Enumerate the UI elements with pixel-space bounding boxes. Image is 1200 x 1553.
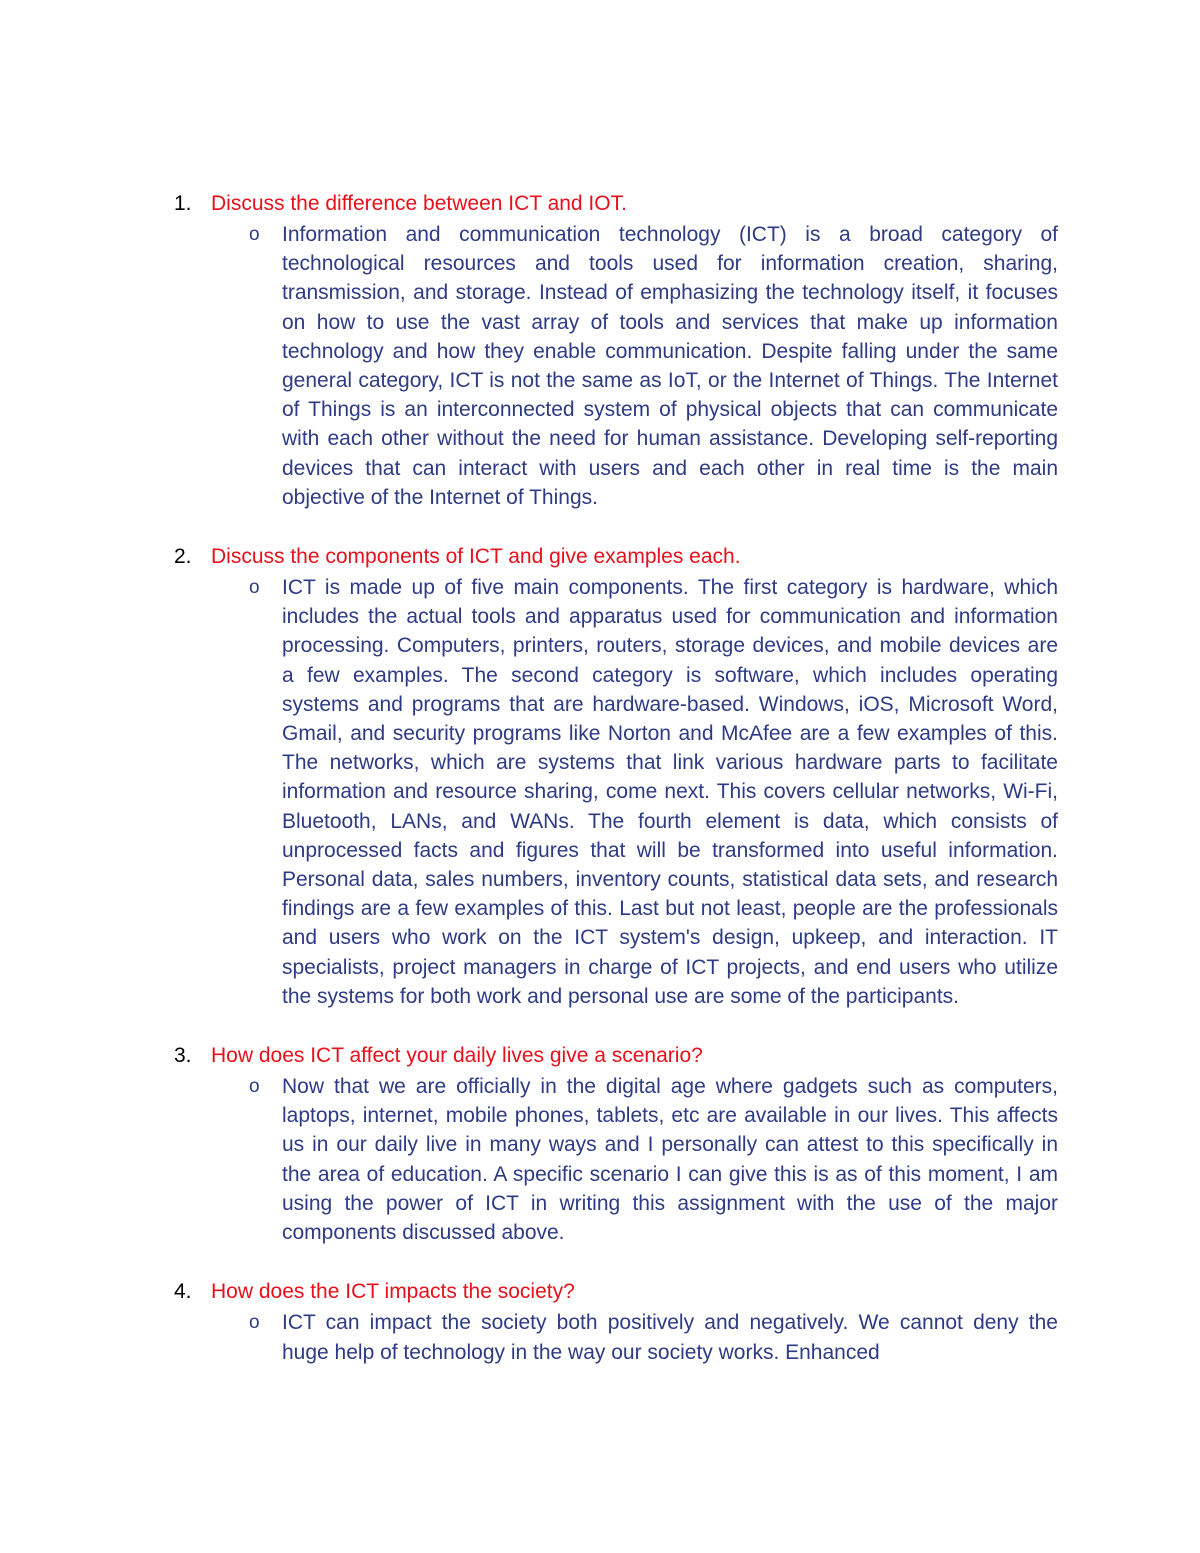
question-item-2: [0, 541, 1200, 1011]
question-heading: [0, 188, 1200, 220]
bullet-circle-icon: o: [249, 1312, 260, 1334]
question-text: How does the ICT impacts the society?: [211, 1280, 575, 1304]
question-item-3: [0, 1040, 1200, 1247]
question-heading: [0, 1040, 1200, 1072]
question-heading: [0, 1276, 1200, 1308]
question-item-4: [0, 1276, 1200, 1366]
bullet-circle-icon: o: [249, 577, 260, 599]
answer-text: Now that we are officially in the digital age where gadgets such as computers, laptops, internet, mobile phones, tablets, etc are available in our lives. This affects us in our daily live in many ways and I personally can attest to this specifically in the area of education. A specific scenario I can give this is as of this moment, I am using the power of ICT in writing this assignment with the use of the major components discussed above.: [282, 1075, 1058, 1245]
answer-paragraph: [249, 573, 1058, 1011]
answer-text: ICT can impact the society both positively and negatively. We cannot deny the huge help of technology in the way our society works. Enhanced: [282, 1311, 1058, 1364]
answer-text: Information and communication technology (ICT) is a broad category of technological resources and tools used for information creation, sharing, transmission, and storage. Instead of emphasizing the technology itself, it focuses on how to use the vast array of tools and services that make up information technology and how they enable communication. Despite falling under the same general category, ICT is not the same as IoT, or the Internet of Things. The Internet of Things is an interconnected system of physical objects that can communicate with each other without the need for human assistance. Developing self-reporting devices that can interact with users and each other in real time is the main objective of the Internet of Things.: [282, 223, 1058, 509]
bullet-circle-icon: o: [249, 224, 260, 245]
question-text: Discuss the components of ICT and give examples each.: [211, 545, 741, 569]
question-item-1: [0, 188, 1200, 512]
answer-paragraph: [249, 1308, 1058, 1366]
bullet-circle-icon: o: [249, 1076, 260, 1098]
question-list: [0, 188, 1200, 1367]
question-number: 2.: [174, 545, 192, 569]
question-number: 3.: [174, 1044, 192, 1068]
answer-paragraph: [249, 220, 1058, 512]
answer-text: ICT is made up of five main components. The first category is hardware, which includes the actual tools and apparatus used for communication and information processing. Computers, printers, routers, storage devices, and mobile devices are a few examples. The second category is software, which includes operating systems and programs that are hardware-based. Windows, iOS, Microsoft Word, Gmail, and security programs like Norton and McAfee are a few examples of this. The networks, which are systems that link various hardware parts to facilitate information and resource sharing, come next. This covers cellular networks, Wi-Fi, Bluetooth, LANs, and WANs. The fourth element is data, which consists of unprocessed facts and figures that will be transformed into useful information. Personal data, sales numbers, inventory counts, statistical data sets, and research findings are a few examples of this. Last but not least, people are the professionals and users who work on the ICT system's design, upkeep, and interaction. IT specialists, project managers in charge of ICT projects, and end users who utilize the systems for both work and personal use are some of the participants.: [282, 576, 1058, 1008]
question-text: How does ICT affect your daily lives give a scenario?: [211, 1044, 703, 1068]
question-heading: [0, 541, 1200, 573]
question-number: 4.: [174, 1280, 192, 1304]
answer-paragraph: [249, 1072, 1058, 1247]
question-number: 1.: [174, 192, 192, 215]
question-text: Discuss the difference between ICT and IOT.: [211, 192, 627, 215]
